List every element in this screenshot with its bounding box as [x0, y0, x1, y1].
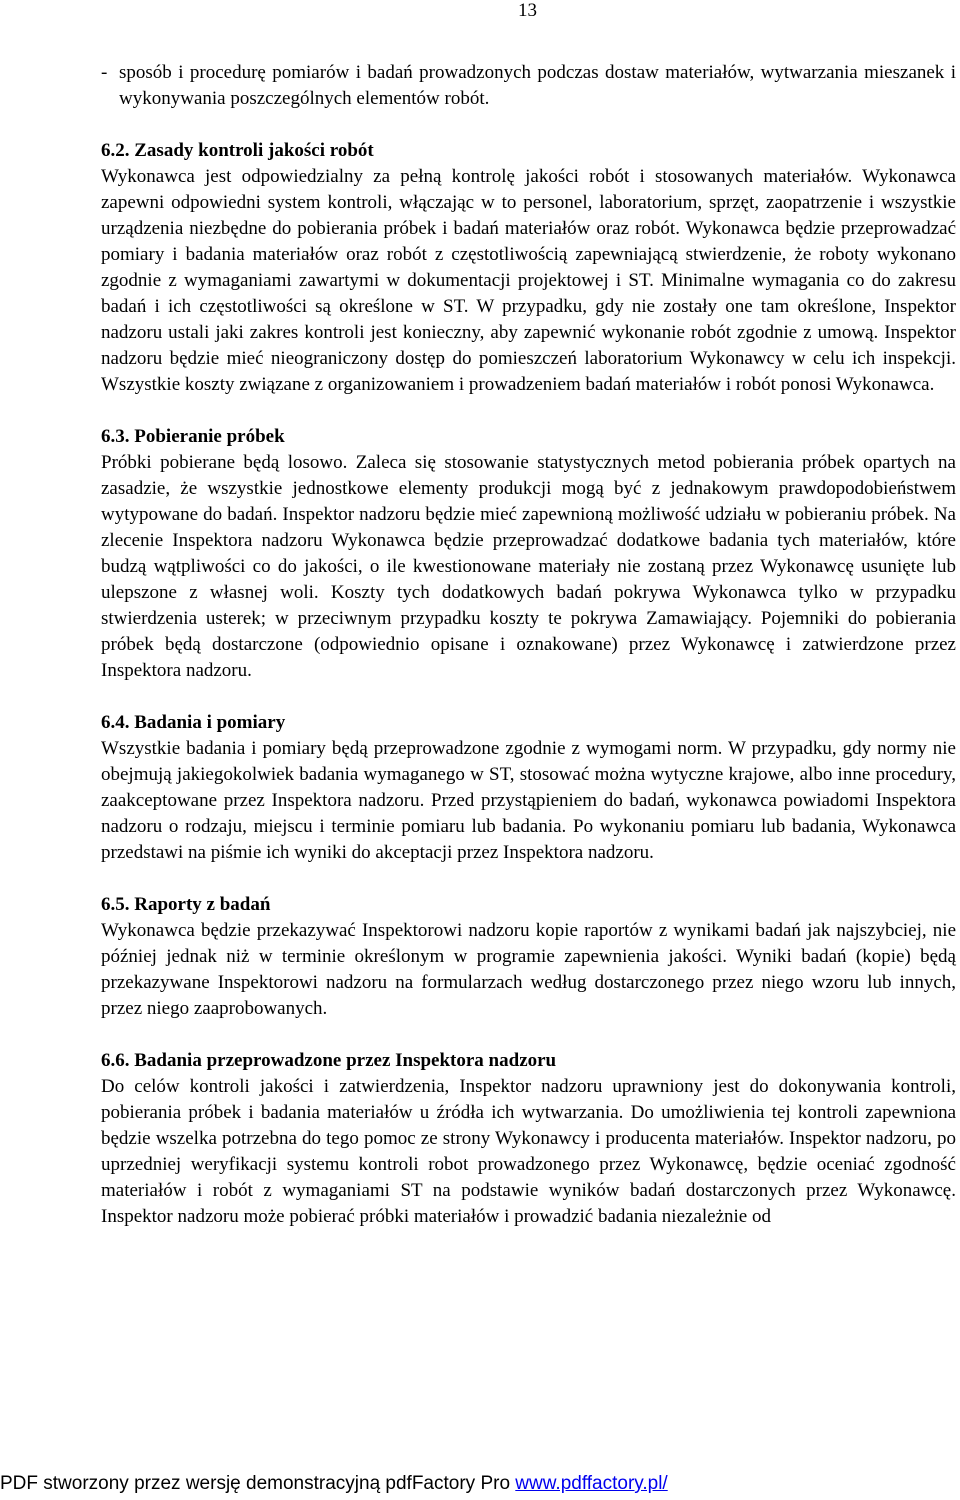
section-number: 6.5.: [101, 894, 130, 915]
section-body: Wykonawca jest odpowiedzialny za pełną kontrolę jakości robót i stosowanych materiałów. Wykonawca zapewni odpowiedni system kontroli, włączając w to personel, laboratorium, sprzęt, zaopatrzenie i wszystkie urządzenia niezbędne do pobierania próbek i badań materiałów oraz robót. Wykonawca będzie przeprowadzać pomiary i badania materiałów oraz robót z częstotliwością zapewniającą stwierdzenie, że roboty wykonano zgodnie z wymaganiami zawartymi w dokumentacji projektowej i ST. Minimalne wymagania co do zakresu badań i ich częstotliwości są określone w ST. W przypadku, gdy nie zostały one tam określone, Inspektor nadzoru ustali jaki zakres kontroli jest konieczny, aby zapewnić wykonanie robót zgodnie z umową. Inspektor nadzoru będzie mieć nieograniczony dostęp do pomieszczeń laboratorium Wykonawcy w celu ich inspekcji. Wszystkie koszty związane z organizowaniem i prowadzeniem badań materiałów i robót ponosi Wykonawca.: [101, 166, 956, 395]
section-body: Próbki pobierane będą losowo. Zaleca się stosowanie statystycznych metod pobierania próbek opartych na zasadzie, że wszystkie jednostkowe elementy produkcji mogą być z jednakowym prawdopodobieństwem wytypowane do badań. Inspektor nadzoru będzie mieć zapewnioną możliwość udziału w pobieraniu próbek. Na zlecenie Inspektora nadzoru Wykonawca będzie przeprowadzać dodatkowe badania tych materiałów, które budzą wątpliwości co do jakości, o ile kwestionowane materiały nie zostaną przez Wykonawcę usunięte lub ulepszone z własnej woli. Koszty tych dodatkowych badań pokrywa Wykonawca tylko w przypadku stwierdzenia usterek; w przeciwnym przypadku koszty te pokrywa Zamawiający. Pojemniki do pobierania próbek będą dostarczone (odpowiednio opisane i oznakowane) przez Wykonawcę i zatwierdzone przez Inspektora nadzoru.: [101, 452, 956, 681]
section-heading: [101, 424, 956, 450]
section-title: Zasady kontroli jakości robót: [134, 140, 374, 161]
section-number: 6.3.: [101, 426, 130, 447]
list-item-text: sposób i procedurę pomiarów i badań prowadzonych podczas dostaw materiałów, wytwarzania mieszanek i wykonywania poszczególnych elementów robót.: [119, 62, 956, 109]
pdf-footer: [0, 1472, 960, 1496]
section-heading: [101, 892, 956, 918]
document-body: [101, 60, 956, 1230]
section-heading: [101, 138, 956, 164]
section-title: Badania i pomiary: [134, 712, 286, 733]
section-number: 6.4.: [101, 712, 130, 733]
intro-list: [101, 60, 956, 112]
section-heading: [101, 1048, 956, 1074]
list-dash: -: [101, 62, 108, 83]
section-6-2: [101, 138, 956, 398]
section-6-6: [101, 1048, 956, 1230]
list-item: [101, 60, 956, 112]
section-6-3: [101, 424, 956, 684]
section-body: Wykonawca będzie przekazywać Inspektorowi nadzoru kopie raportów z wynikami badań jak najszybciej, nie później jednak niż w terminie określonym w programie zapewnienia jakości. Wyniki badań (kopie) będą przekazywane Inspektorowi nadzoru na formularzach według dostarczonego przez niego wzoru lub innych, przez niego zaaprobowanych.: [101, 920, 956, 1019]
section-number: 6.2.: [101, 140, 130, 161]
page-number: 13: [518, 0, 537, 21]
section-title: Pobieranie próbek: [134, 426, 285, 447]
section-body: Do celów kontroli jakości i zatwierdzenia, Inspektor nadzoru uprawniony jest do dokonywania kontroli, pobierania próbek i badania materiałów u źródła ich wytwarzania. Do umożliwienia tej kontroli zapewniona będzie wszelka potrzebna do tego pomoc ze strony Wykonawcy i producenta materiałów. Inspektor nadzoru, po uprzedniej weryfikacji systemu kontroli robot prowadzonego przez Wykonawcę, będzie oceniać zgodność materiałów i robót z wymaganiami ST na podstawie wyników badań dostarczonych przez Wykonawcę. Inspektor nadzoru może pobierać próbki materiałów i prowadzić badania niezależnie od: [101, 1076, 956, 1227]
section-number: 6.6.: [101, 1050, 130, 1071]
section-title: Raporty z badań: [134, 894, 271, 915]
footer-text: PDF stworzony przez wersję demonstracyjną pdfFactory Pro: [0, 1473, 516, 1494]
footer-link[interactable]: www.pdffactory.pl/: [515, 1473, 668, 1494]
section-6-5: [101, 892, 956, 1022]
section-title: Badania przeprowadzone przez Inspektora nadzoru: [134, 1050, 557, 1071]
section-body: Wszystkie badania i pomiary będą przeprowadzone zgodnie z wymogami norm. W przypadku, gdy normy nie obejmują jakiegokolwiek badania wymaganego w ST, stosować można wytyczne krajowe, albo inne procedury, zaakceptowane przez Inspektora nadzoru. Przed przystąpieniem do badań, wykonawca powiadomi Inspektora nadzoru o rodzaju, miejscu i terminie pomiaru lub badania. Po wykonaniu pomiaru lub badania, Wykonawca przedstawi na piśmie ich wyniki do akceptacji przez Inspektora nadzoru.: [101, 738, 956, 863]
section-6-4: [101, 710, 956, 866]
section-heading: [101, 710, 956, 736]
